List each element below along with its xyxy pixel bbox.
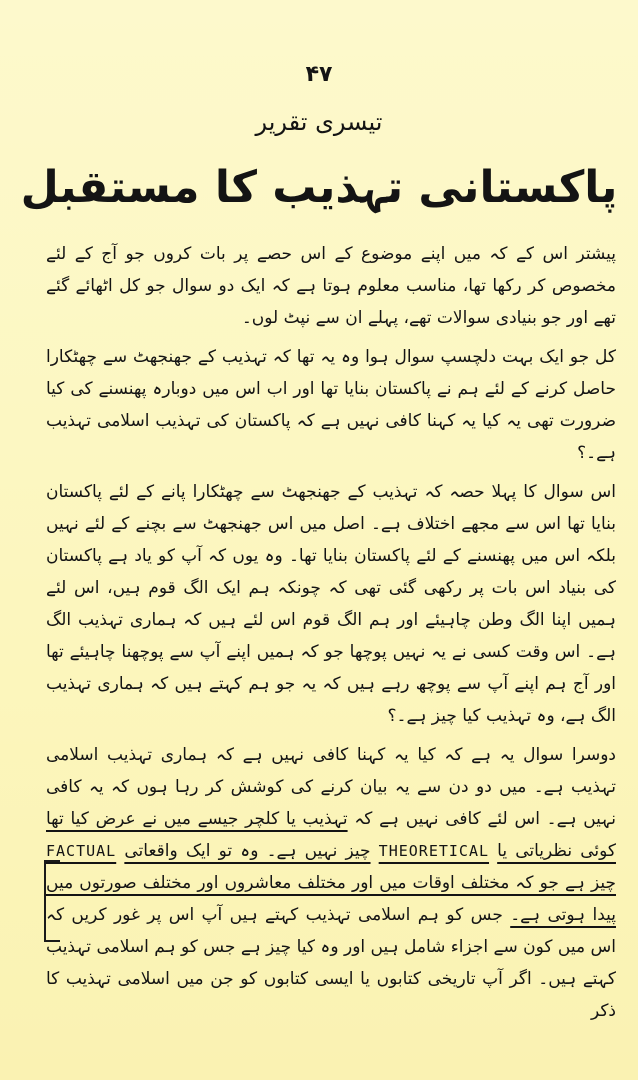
margin-bracket-mark [44, 860, 60, 942]
paragraph-4-rest: جس کو ہم اسلامی تہذیب کہتے ہیں آپ اس پر غور کریں کہ اس میں کون سے اجزاء شامل ہیں اور وہ کیا چیز ہے جس کو ہم اسلامی تہذیب کہتے ہیں۔ اگر آپ تاریخی کتابوں یا ایسی کتابوں کو جن میں اسلامی تہذیب کا ذکر [46, 905, 616, 1021]
paragraph-2: کل جو ایک بہت دلچسپ سوال ہوا وہ یہ تھا کہ تہذیب کے جھنجھٹ سے چھٹکارا حاصل کرنے کے لئے ہم نے پاکستان بنایا تھا اور اب اس میں دوبارہ پھنسنے کی کیا ضرورت تھی یہ کیا یہ کہنا کافی نہیں ہے کہ پاکستان کی تہذیب اسلامی تہذیب ہے۔؟ [46, 347, 616, 463]
paragraph-4 [46, 739, 616, 1027]
factual-word: FACTUAL [46, 842, 117, 860]
page-number: ۴۷ [305, 62, 333, 87]
paragraph-1: پیشتر اس کے کہ میں اپنے موضوع کے اس حصے پر بات کروں جو آج کے لئے مخصوص کر رکھا تھا، مناسب معلوم ہوتا ہے کہ ایک دو سوال جو کل اٹھائے گئے تھے اور جو بنیادی سوالات تھے، پہلے ان سے نپٹ لوں۔ [46, 244, 616, 328]
paragraph-3: اس سوال کا پہلا حصہ کہ تہذیب کے جھنجھٹ سے چھٹکارا پانے کے لئے پاکستان بنایا تھا اس سے مجھے اختلاف ہے۔ اصل میں اس جھنجھٹ سے بچنے کے لئے نہیں بلکہ اس میں پھنسنے کے لئے پاکستان بنایا تھا۔ وہ یوں کہ آپ کو یاد ہے پاکستان کی بنیاد اس بات پر رکھی گئی تھی کہ چونکہ ہم ایک الگ قوم ہیں، اس لئے ہمیں اپنا الگ وطن چاہیئے اور ہم الگ قوم اس لئے ہیں کہ ہماری تہذیب الگ ہے۔ اس وقت کسی نے یہ نہیں پوچھا جو کہ ہمیں اپنے آپ سے پوچھنا چاہیئے تھا اور آج ہم اپنے آپ سے پوچھ رہے ہیں کہ یہ جو ہم کہتے ہیں کہ ہماری تہذیب الگ ہے، وہ تہذیب کیا چیز ہے۔؟ [46, 482, 616, 726]
underlined-passage-1: تہذیب یا کلچر جیسے میں نے عرض کیا تھا کوئی نظریاتی یا [46, 809, 616, 861]
paragraph-4-intro: دوسرا سوال یہ ہے کہ کیا یہ کہنا کافی نہیں ہے کہ ہماری تہذیب اسلامی تہذیب ہے۔ میں دو دن سے یہ بیان کرنے کی کوشش کر رہا ہوں کہ یہ کافی نہیں ہے۔ اس لئے کافی نہیں ہے کہ [46, 745, 616, 829]
theoretical-word: THEORETICAL [378, 842, 490, 860]
lecture-label: تیسری تقریر [255, 108, 383, 136]
body-text [46, 238, 616, 1034]
underlined-passage-3: چیز ہے جو کہ مختلف اوقات میں اور مختلف معاشروں اور مختلف صورتوں میں پیدا ہوتی ہے۔ [46, 873, 616, 925]
page-title: پاکستانی تہذیب کا مستقبل [20, 162, 618, 213]
underlined-passage-2: چیز نہیں ہے۔ وہ تو ایک واقعاتی [124, 841, 371, 861]
